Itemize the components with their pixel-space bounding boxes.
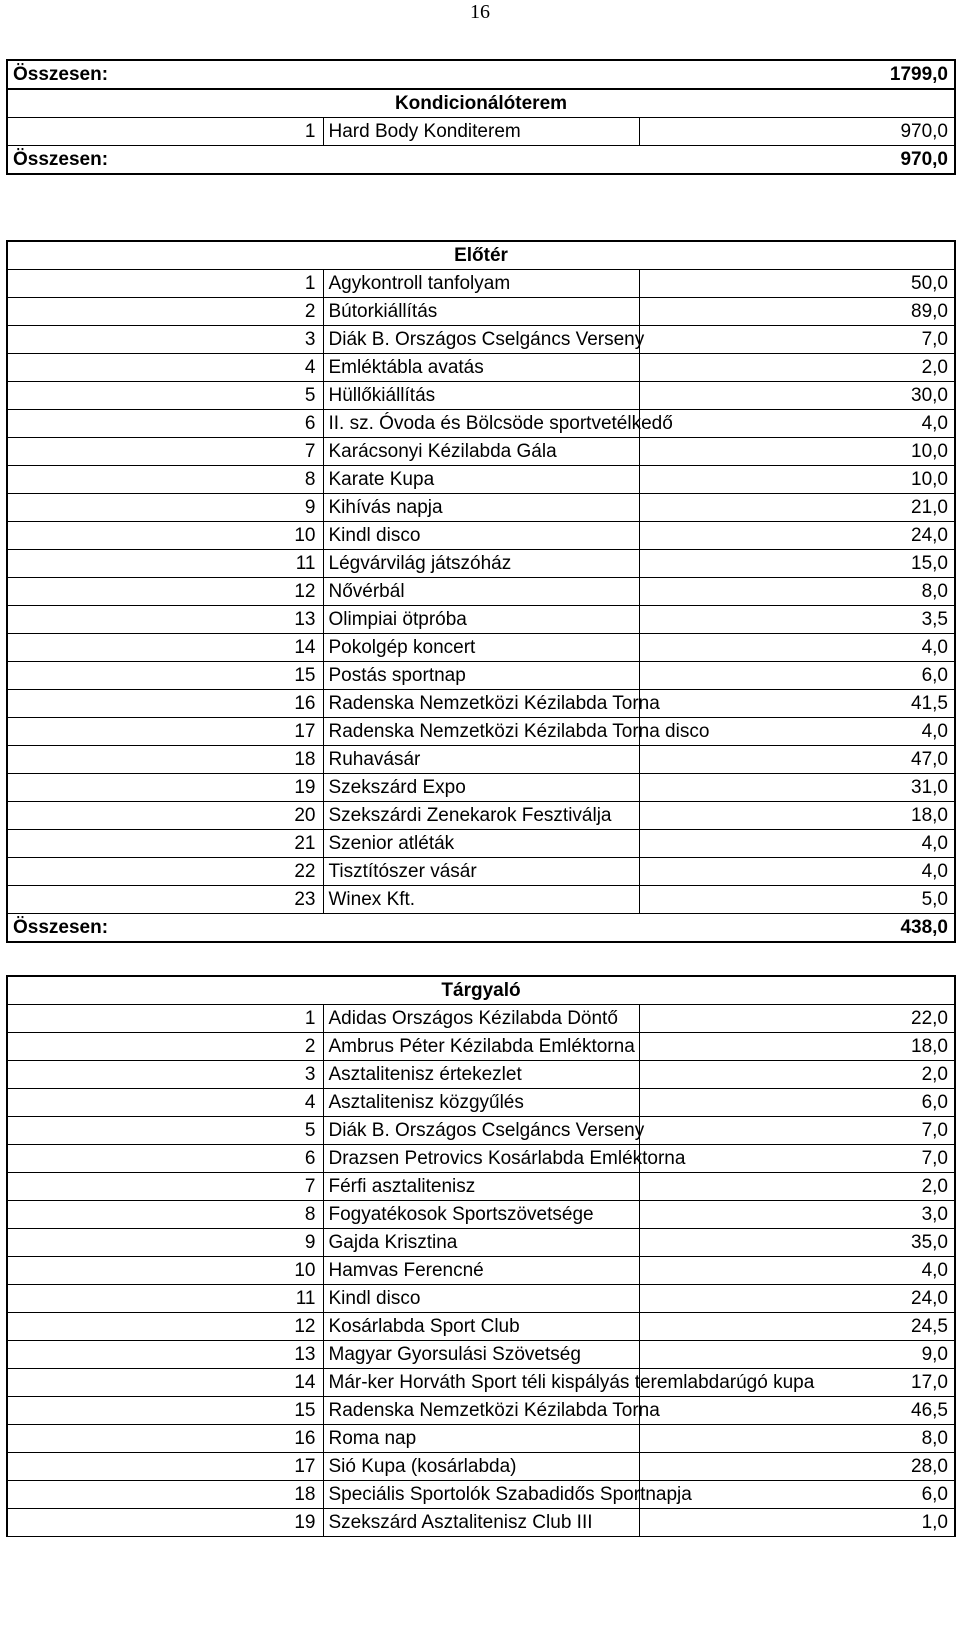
row-value: 24,5: [639, 1313, 955, 1341]
total-label: Összesen:: [7, 146, 639, 175]
row-name: Radenska Nemzetközi Kézilabda Torna: [323, 690, 639, 718]
table-row: [7, 1173, 955, 1201]
row-value: 2,0: [639, 1061, 955, 1089]
row-name: Már-ker Horváth Sport téli kispályás teremlabdarúgó kupa: [323, 1369, 639, 1397]
row-name: Drazsen Petrovics Kosárlabda Emléktorna: [323, 1145, 639, 1173]
row-number: 12: [7, 578, 323, 606]
row-value: 18,0: [639, 1033, 955, 1061]
row-number: 18: [7, 746, 323, 774]
row-name: Radenska Nemzetközi Kézilabda Torna: [323, 1397, 639, 1425]
row-number: 5: [7, 1117, 323, 1145]
table-row: [7, 1061, 955, 1089]
row-number: 9: [7, 494, 323, 522]
row-value: 15,0: [639, 550, 955, 578]
row-value: 10,0: [639, 438, 955, 466]
table-row: [7, 578, 955, 606]
row-value: 3,0: [639, 1201, 955, 1229]
row-number: 13: [7, 1341, 323, 1369]
row-name: Asztalitenisz értekezlet: [323, 1061, 639, 1089]
row-value: 41,5: [639, 690, 955, 718]
row-name: Adidas Országos Kézilabda Döntő: [323, 1005, 639, 1033]
total-value: 438,0: [639, 914, 955, 943]
row-value: 4,0: [639, 634, 955, 662]
row-number: 4: [7, 354, 323, 382]
total-row: [7, 914, 955, 943]
table-row: [7, 438, 955, 466]
row-number: 21: [7, 830, 323, 858]
page-number: 16: [470, 1, 490, 23]
row-name: Olimpiai ötpróba: [323, 606, 639, 634]
row-value: 6,0: [639, 1089, 955, 1117]
row-name: Diák B. Országos Cselgáncs Verseny: [323, 326, 639, 354]
table-row: [7, 1481, 955, 1509]
row-name: Kindl disco: [323, 1285, 639, 1313]
row-number: 6: [7, 410, 323, 438]
row-name: Pokolgép koncert: [323, 634, 639, 662]
table-row: [7, 1397, 955, 1425]
row-number: 2: [7, 298, 323, 326]
row-name: Szenior atléták: [323, 830, 639, 858]
table-row: [7, 718, 955, 746]
row-number: 19: [7, 774, 323, 802]
row-value: 10,0: [639, 466, 955, 494]
row-name: Légvárvilág játszóház: [323, 550, 639, 578]
table-row: [7, 1033, 955, 1061]
table-row: [7, 522, 955, 550]
row-value: 89,0: [639, 298, 955, 326]
row-value: 4,0: [639, 410, 955, 438]
row-value: 4,0: [639, 858, 955, 886]
row-number: 10: [7, 1257, 323, 1285]
row-name: Agykontroll tanfolyam: [323, 270, 639, 298]
total-value: 970,0: [639, 146, 955, 175]
table-row: [7, 326, 955, 354]
row-name: Karácsonyi Kézilabda Gála: [323, 438, 639, 466]
row-number: 10: [7, 522, 323, 550]
table-row: [7, 662, 955, 690]
row-value: 1,0: [639, 1509, 955, 1537]
row-value: 35,0: [639, 1229, 955, 1257]
table-row: [7, 830, 955, 858]
table-row: [7, 1341, 955, 1369]
row-value: 2,0: [639, 1173, 955, 1201]
row-number: 16: [7, 1425, 323, 1453]
row-value: 4,0: [639, 718, 955, 746]
row-name: Szekszárd Asztalitenisz Club III: [323, 1509, 639, 1537]
section-title: Kondicionálóterem: [7, 89, 955, 118]
table-row: [7, 1509, 955, 1537]
row-value: 7,0: [639, 326, 955, 354]
row-number: 13: [7, 606, 323, 634]
row-value: 47,0: [639, 746, 955, 774]
total-row: [7, 146, 955, 175]
row-number: 11: [7, 550, 323, 578]
row-number: 18: [7, 1481, 323, 1509]
row-number: 17: [7, 718, 323, 746]
table-row: [7, 1369, 955, 1397]
row-number: 6: [7, 1145, 323, 1173]
row-name: Szekszárd Expo: [323, 774, 639, 802]
row-name: Radenska Nemzetközi Kézilabda Torna disco: [323, 718, 639, 746]
row-name: Sió Kupa (kosárlabda): [323, 1453, 639, 1481]
row-number: 1: [7, 1005, 323, 1033]
row-name: Ambrus Péter Kézilabda Emléktorna: [323, 1033, 639, 1061]
table-row: [7, 118, 955, 146]
row-value: 7,0: [639, 1145, 955, 1173]
row-name: Emléktábla avatás: [323, 354, 639, 382]
row-name: Magyar Gyorsulási Szövetség: [323, 1341, 639, 1369]
row-value: 28,0: [639, 1453, 955, 1481]
row-value: 8,0: [639, 578, 955, 606]
table-row: [7, 634, 955, 662]
row-name: Roma nap: [323, 1425, 639, 1453]
row-number: 7: [7, 438, 323, 466]
table-row: [7, 382, 955, 410]
row-value: 9,0: [639, 1341, 955, 1369]
row-name: Hard Body Konditerem: [323, 118, 639, 146]
row-number: 1: [7, 270, 323, 298]
row-number: 11: [7, 1285, 323, 1313]
row-value: 6,0: [639, 1481, 955, 1509]
table-row: [7, 1117, 955, 1145]
table-row: [7, 774, 955, 802]
row-number: 14: [7, 634, 323, 662]
row-value: 970,0: [639, 118, 955, 146]
row-name: II. sz. Óvoda és Bölcsöde sportvetélkedő: [323, 410, 639, 438]
row-name: Fogyatékosok Sportszövetsége: [323, 1201, 639, 1229]
row-number: 8: [7, 466, 323, 494]
row-value: 2,0: [639, 354, 955, 382]
table-row: [7, 410, 955, 438]
table-row: [7, 466, 955, 494]
table-row: [7, 606, 955, 634]
row-value: 31,0: [639, 774, 955, 802]
row-number: 3: [7, 1061, 323, 1089]
row-value: 46,5: [639, 1397, 955, 1425]
row-name: Szekszárdi Zenekarok Fesztiválja: [323, 802, 639, 830]
row-value: 18,0: [639, 802, 955, 830]
table-row: [7, 886, 955, 914]
row-number: 5: [7, 382, 323, 410]
total-label: Összesen:: [7, 914, 639, 943]
row-name: Tisztítószer vásár: [323, 858, 639, 886]
table-row: [7, 1425, 955, 1453]
row-value: 50,0: [639, 270, 955, 298]
row-name: Speciális Sportolók Szabadidős Sportnapja: [323, 1481, 639, 1509]
top-total-row: [7, 60, 955, 89]
row-number: 9: [7, 1229, 323, 1257]
row-name: Diák B. Országos Cselgáncs Verseny: [323, 1117, 639, 1145]
total-label: Összesen:: [7, 60, 639, 89]
row-name: Winex Kft.: [323, 886, 639, 914]
row-name: Hüllőkiállítás: [323, 382, 639, 410]
table-row: [7, 494, 955, 522]
row-number: 15: [7, 662, 323, 690]
section-title-row: [7, 89, 955, 118]
table-row: [7, 270, 955, 298]
table-row: [7, 1257, 955, 1285]
row-value: 30,0: [639, 382, 955, 410]
row-name: Kosárlabda Sport Club: [323, 1313, 639, 1341]
row-number: 15: [7, 1397, 323, 1425]
row-value: 7,0: [639, 1117, 955, 1145]
table-row: [7, 1229, 955, 1257]
total-value: 1799,0: [639, 60, 955, 89]
table-row: [7, 858, 955, 886]
table-row: [7, 1453, 955, 1481]
row-value: 24,0: [639, 522, 955, 550]
row-value: 5,0: [639, 886, 955, 914]
row-value: 24,0: [639, 1285, 955, 1313]
row-number: 20: [7, 802, 323, 830]
section-title-row: [7, 241, 955, 270]
row-name: Nővérbál: [323, 578, 639, 606]
row-value: 4,0: [639, 830, 955, 858]
row-number: 1: [7, 118, 323, 146]
table-row: [7, 1005, 955, 1033]
row-number: 8: [7, 1201, 323, 1229]
row-name: Kihívás napja: [323, 494, 639, 522]
row-number: 3: [7, 326, 323, 354]
row-number: 22: [7, 858, 323, 886]
table-row: [7, 1285, 955, 1313]
row-number: 16: [7, 690, 323, 718]
row-number: 7: [7, 1173, 323, 1201]
row-number: 4: [7, 1089, 323, 1117]
row-value: 6,0: [639, 662, 955, 690]
row-value: 22,0: [639, 1005, 955, 1033]
section-title-row: [7, 976, 955, 1005]
table-row: [7, 1313, 955, 1341]
row-number: 2: [7, 1033, 323, 1061]
eloter-table: [6, 240, 956, 943]
row-name: Gajda Krisztina: [323, 1229, 639, 1257]
row-number: 17: [7, 1453, 323, 1481]
table-row: [7, 690, 955, 718]
row-value: 4,0: [639, 1257, 955, 1285]
row-name: Férfi asztalitenisz: [323, 1173, 639, 1201]
table-row: [7, 1145, 955, 1173]
targyalo-table: [6, 975, 956, 1537]
row-value: 3,5: [639, 606, 955, 634]
row-name: Bútorkiállítás: [323, 298, 639, 326]
row-value: 17,0: [639, 1369, 955, 1397]
table-row: [7, 746, 955, 774]
table-row: [7, 1089, 955, 1117]
row-value: 21,0: [639, 494, 955, 522]
row-name: Kindl disco: [323, 522, 639, 550]
row-name: Postás sportnap: [323, 662, 639, 690]
table-row: [7, 298, 955, 326]
table-row: [7, 354, 955, 382]
section-title: Előtér: [7, 241, 955, 270]
row-name: Asztalitenisz közgyűlés: [323, 1089, 639, 1117]
row-number: 19: [7, 1509, 323, 1537]
table-row: [7, 1201, 955, 1229]
row-name: Ruhavásár: [323, 746, 639, 774]
row-number: 14: [7, 1369, 323, 1397]
section-title: Tárgyaló: [7, 976, 955, 1005]
table-row: [7, 550, 955, 578]
row-value: 8,0: [639, 1425, 955, 1453]
kondicionalo-table: [6, 59, 956, 175]
table-row: [7, 802, 955, 830]
row-name: Karate Kupa: [323, 466, 639, 494]
row-number: 23: [7, 886, 323, 914]
row-number: 12: [7, 1313, 323, 1341]
row-name: Hamvas Ferencné: [323, 1257, 639, 1285]
